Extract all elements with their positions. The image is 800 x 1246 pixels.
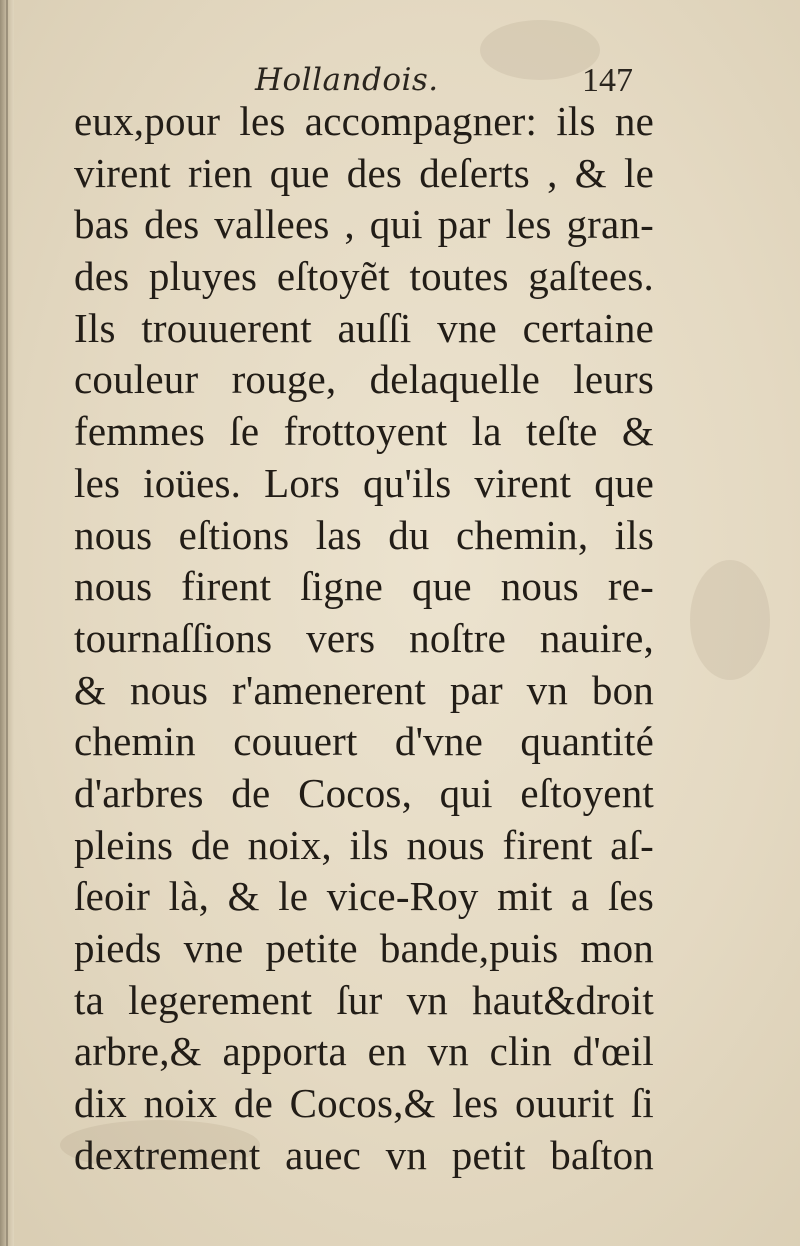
text-line: pleins de noix, ils nous firent aſ- xyxy=(74,821,654,868)
text-line: bas des vallees , qui par les gran- xyxy=(74,201,654,248)
page-number: 147 xyxy=(582,62,633,99)
binding-shadow-line xyxy=(6,0,8,1246)
text-line: les ioües. Lors qu'ils virent que xyxy=(74,459,654,506)
text-line: des pluyes eſtoyẽt toutes gaſtees. xyxy=(74,253,654,300)
text-line: ſeoir là, & le vice-Roy mit a ſes xyxy=(74,873,654,920)
text-line: eux,pour les accompagner: ils ne xyxy=(74,98,654,144)
body-text xyxy=(74,96,654,1181)
text-line: & nous r'amenerent par vn bon xyxy=(74,666,654,713)
text-line: nous eſtions las du chemin, ils xyxy=(74,511,654,558)
text-line: dix noix de Cocos,& les ouurit ſi xyxy=(74,1080,654,1127)
text-line: femmes ſe frottoyent la teſte & xyxy=(74,408,654,455)
text-line: nous firent ſigne que nous re- xyxy=(74,563,654,610)
text-line: pieds vne petite bande,puis mon xyxy=(74,925,654,971)
paper-stain xyxy=(690,560,770,680)
text-line: arbre,& apporta en vn clin d'œil xyxy=(74,1028,654,1075)
text-line: chemin couuert d'vne quantité xyxy=(74,718,654,765)
text-line: Ils trouuerent auſſi vne certaine xyxy=(74,304,654,351)
text-line: virent rien que des deſerts , & le xyxy=(74,149,654,196)
running-title: Hollandois. xyxy=(255,62,439,98)
text-line: dextrement auec vn petit baſton xyxy=(74,1131,654,1178)
text-line: tournaſſions vers noſtre nauire, xyxy=(74,614,654,661)
text-line: ta legerement ſur vn haut&droit xyxy=(74,976,654,1023)
text-line: d'arbres de Cocos, qui eſtoyent xyxy=(74,769,654,816)
text-line: couleur rouge, delaquelle leurs xyxy=(74,356,654,403)
